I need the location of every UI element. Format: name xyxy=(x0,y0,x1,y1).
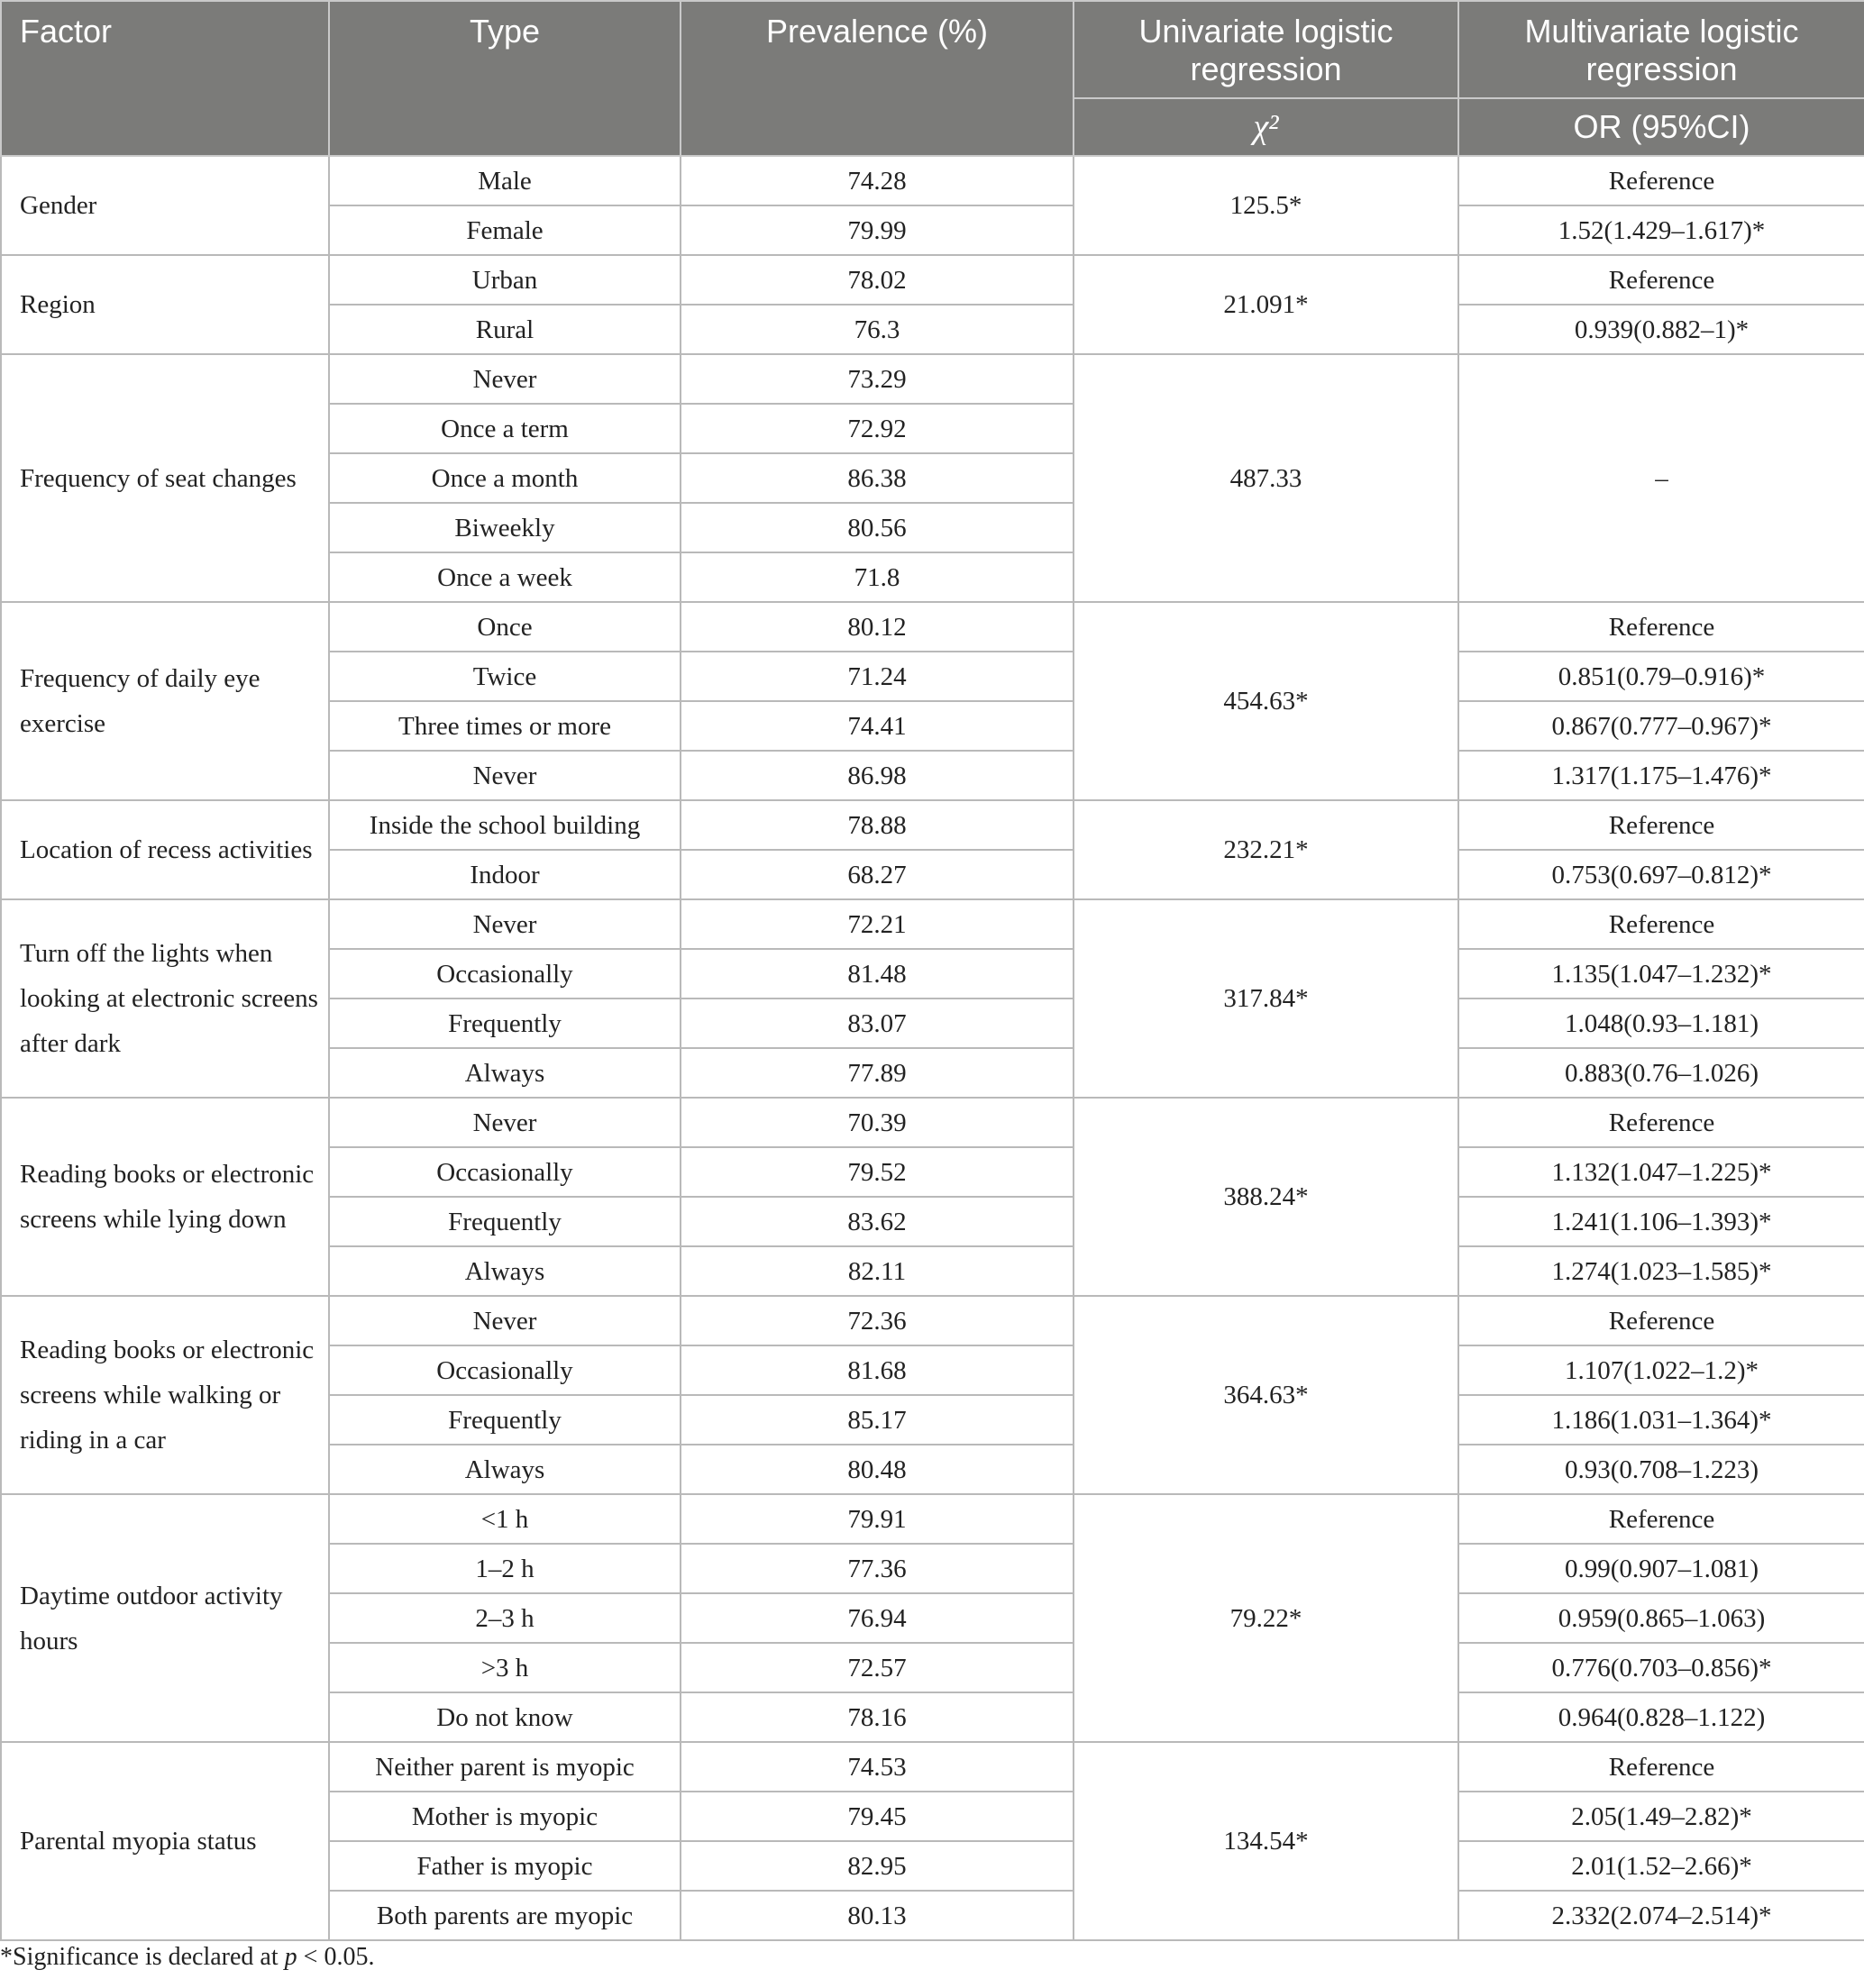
prevalence-cell: 72.36 xyxy=(681,1296,1074,1345)
prevalence-cell: 80.56 xyxy=(681,503,1074,552)
prevalence-cell: 80.48 xyxy=(681,1445,1074,1494)
odds-ratio-cell: 0.93(0.708–1.223) xyxy=(1458,1445,1864,1494)
prevalence-cell: 76.3 xyxy=(681,305,1074,354)
odds-ratio-cell: Reference xyxy=(1458,1494,1864,1544)
odds-ratio-cell: 0.753(0.697–0.812)* xyxy=(1458,850,1864,899)
type-cell: Always xyxy=(329,1445,681,1494)
odds-ratio-cell: 0.851(0.79–0.916)* xyxy=(1458,652,1864,701)
odds-ratio-cell: Reference xyxy=(1458,156,1864,205)
table-header xyxy=(1,1,1864,156)
prevalence-cell: 74.28 xyxy=(681,156,1074,205)
table-row xyxy=(1,1494,1864,1544)
prevalence-cell: 85.17 xyxy=(681,1395,1074,1445)
table-row xyxy=(1,899,1864,949)
chi-square-cell: 79.22* xyxy=(1074,1494,1458,1742)
prevalence-cell: 82.11 xyxy=(681,1246,1074,1296)
factor-cell: Gender xyxy=(1,156,329,255)
odds-ratio-cell: 1.186(1.031–1.364)* xyxy=(1458,1395,1864,1445)
type-cell: Once a month xyxy=(329,453,681,503)
prevalence-cell: 76.94 xyxy=(681,1593,1074,1643)
type-cell: Father is myopic xyxy=(329,1841,681,1891)
prevalence-cell: 74.53 xyxy=(681,1742,1074,1792)
odds-ratio-cell: Reference xyxy=(1458,255,1864,305)
type-cell: Never xyxy=(329,1098,681,1147)
prevalence-cell: 77.89 xyxy=(681,1048,1074,1098)
type-cell: Indoor xyxy=(329,850,681,899)
table-row xyxy=(1,602,1864,652)
prevalence-cell: 71.24 xyxy=(681,652,1074,701)
table-row xyxy=(1,1098,1864,1147)
prevalence-cell: 80.12 xyxy=(681,602,1074,652)
header-chi-square: χ² xyxy=(1074,98,1458,156)
odds-ratio-cell: Reference xyxy=(1458,800,1864,850)
type-cell: Frequently xyxy=(329,1395,681,1445)
odds-ratio-cell: 0.776(0.703–0.856)* xyxy=(1458,1643,1864,1692)
odds-ratio-cell: – xyxy=(1458,354,1864,602)
chi-square-cell: 232.21* xyxy=(1074,800,1458,899)
table-row xyxy=(1,156,1864,205)
table-row xyxy=(1,255,1864,305)
type-cell: Once a week xyxy=(329,552,681,602)
type-cell: Rural xyxy=(329,305,681,354)
header-type: Type xyxy=(329,1,681,156)
odds-ratio-cell: Reference xyxy=(1458,1296,1864,1345)
prevalence-cell: 86.38 xyxy=(681,453,1074,503)
header-prevalence: Prevalence (%) xyxy=(681,1,1074,156)
odds-ratio-cell: 0.883(0.76–1.026) xyxy=(1458,1048,1864,1098)
header-odds-ratio: OR (95%CI) xyxy=(1458,98,1864,156)
type-cell: Inside the school building xyxy=(329,800,681,850)
factor-cell: Region xyxy=(1,255,329,354)
odds-ratio-cell: 1.107(1.022–1.2)* xyxy=(1458,1345,1864,1395)
type-cell: Never xyxy=(329,1296,681,1345)
factor-cell: Daytime outdoor activity hours xyxy=(1,1494,329,1742)
odds-ratio-cell: 1.274(1.023–1.585)* xyxy=(1458,1246,1864,1296)
odds-ratio-cell: 0.867(0.777–0.967)* xyxy=(1458,701,1864,751)
prevalence-cell: 79.99 xyxy=(681,205,1074,255)
odds-ratio-cell: 2.332(2.074–2.514)* xyxy=(1458,1891,1864,1940)
prevalence-cell: 74.41 xyxy=(681,701,1074,751)
factor-cell: Parental myopia status xyxy=(1,1742,329,1940)
type-cell: Do not know xyxy=(329,1692,681,1742)
prevalence-cell: 80.13 xyxy=(681,1891,1074,1940)
prevalence-cell: 83.62 xyxy=(681,1197,1074,1246)
chi-square-cell: 317.84* xyxy=(1074,899,1458,1098)
prevalence-cell: 72.57 xyxy=(681,1643,1074,1692)
prevalence-cell: 78.02 xyxy=(681,255,1074,305)
odds-ratio-cell: 1.317(1.175–1.476)* xyxy=(1458,751,1864,800)
odds-ratio-cell: 0.99(0.907–1.081) xyxy=(1458,1544,1864,1593)
footnote-p: p xyxy=(284,1943,297,1971)
type-cell: Always xyxy=(329,1048,681,1098)
type-cell: Male xyxy=(329,156,681,205)
header-univariate: Univariate logistic regression xyxy=(1074,1,1458,98)
table-body xyxy=(1,156,1864,1940)
type-cell: Always xyxy=(329,1246,681,1296)
footnote-prefix: *Significance is declared at xyxy=(0,1943,285,1971)
factor-cell: Reading books or electronic screens while walking or riding in a car xyxy=(1,1296,329,1494)
table-row xyxy=(1,1742,1864,1792)
type-cell: <1 h xyxy=(329,1494,681,1544)
type-cell: Never xyxy=(329,751,681,800)
type-cell: 2–3 h xyxy=(329,1593,681,1643)
prevalence-cell: 72.21 xyxy=(681,899,1074,949)
prevalence-cell: 79.52 xyxy=(681,1147,1074,1197)
factor-cell: Location of recess activities xyxy=(1,800,329,899)
prevalence-cell: 82.95 xyxy=(681,1841,1074,1891)
factor-cell: Reading books or electronic screens while lying down xyxy=(1,1098,329,1296)
prevalence-cell: 78.16 xyxy=(681,1692,1074,1742)
type-cell: Urban xyxy=(329,255,681,305)
chi-square-cell: 487.33 xyxy=(1074,354,1458,602)
factor-cell: Frequency of daily eye exercise xyxy=(1,602,329,800)
type-cell: Never xyxy=(329,899,681,949)
footnote-suffix: < 0.05. xyxy=(297,1943,375,1971)
odds-ratio-cell: Reference xyxy=(1458,1742,1864,1792)
type-cell: Once a term xyxy=(329,404,681,453)
odds-ratio-cell: Reference xyxy=(1458,1098,1864,1147)
prevalence-cell: 81.68 xyxy=(681,1345,1074,1395)
type-cell: Both parents are myopic xyxy=(329,1891,681,1940)
chi-square-cell: 21.091* xyxy=(1074,255,1458,354)
type-cell: Never xyxy=(329,354,681,404)
type-cell: Occasionally xyxy=(329,949,681,999)
prevalence-cell: 79.45 xyxy=(681,1792,1074,1841)
footnote xyxy=(0,1943,374,1972)
odds-ratio-cell: 1.52(1.429–1.617)* xyxy=(1458,205,1864,255)
type-cell: Neither parent is myopic xyxy=(329,1742,681,1792)
table-row xyxy=(1,800,1864,850)
odds-ratio-cell: Reference xyxy=(1458,602,1864,652)
chi-square-cell: 454.63* xyxy=(1074,602,1458,800)
type-cell: >3 h xyxy=(329,1643,681,1692)
prevalence-cell: 71.8 xyxy=(681,552,1074,602)
type-cell: Female xyxy=(329,205,681,255)
table-row xyxy=(1,1296,1864,1345)
chi-square-cell: 388.24* xyxy=(1074,1098,1458,1296)
prevalence-cell: 68.27 xyxy=(681,850,1074,899)
odds-ratio-cell: 1.048(0.93–1.181) xyxy=(1458,999,1864,1048)
factor-cell: Turn off the lights when looking at electronic screens after dark xyxy=(1,899,329,1098)
odds-ratio-cell: 0.959(0.865–1.063) xyxy=(1458,1593,1864,1643)
table-row xyxy=(1,354,1864,404)
factor-cell: Frequency of seat changes xyxy=(1,354,329,602)
prevalence-cell: 81.48 xyxy=(681,949,1074,999)
header-multivariate: Multivariate logistic regression xyxy=(1458,1,1864,98)
type-cell: Biweekly xyxy=(329,503,681,552)
odds-ratio-cell: 0.939(0.882–1)* xyxy=(1458,305,1864,354)
odds-ratio-cell: 1.135(1.047–1.232)* xyxy=(1458,949,1864,999)
odds-ratio-cell: 2.05(1.49–2.82)* xyxy=(1458,1792,1864,1841)
type-cell: Mother is myopic xyxy=(329,1792,681,1841)
odds-ratio-cell: 0.964(0.828–1.122) xyxy=(1458,1692,1864,1742)
odds-ratio-cell: 1.132(1.047–1.225)* xyxy=(1458,1147,1864,1197)
prevalence-cell: 86.98 xyxy=(681,751,1074,800)
prevalence-cell: 72.92 xyxy=(681,404,1074,453)
prevalence-cell: 77.36 xyxy=(681,1544,1074,1593)
type-cell: Three times or more xyxy=(329,701,681,751)
prevalence-cell: 78.88 xyxy=(681,800,1074,850)
type-cell: 1–2 h xyxy=(329,1544,681,1593)
chi-square-cell: 134.54* xyxy=(1074,1742,1458,1940)
prevalence-cell: 73.29 xyxy=(681,354,1074,404)
type-cell: Twice xyxy=(329,652,681,701)
type-cell: Occasionally xyxy=(329,1345,681,1395)
prevalence-cell: 79.91 xyxy=(681,1494,1074,1544)
odds-ratio-cell: 1.241(1.106–1.393)* xyxy=(1458,1197,1864,1246)
prevalence-cell: 70.39 xyxy=(681,1098,1074,1147)
odds-ratio-cell: Reference xyxy=(1458,899,1864,949)
prevalence-cell: 83.07 xyxy=(681,999,1074,1048)
type-cell: Once xyxy=(329,602,681,652)
header-factor: Factor xyxy=(1,1,329,156)
type-cell: Frequently xyxy=(329,999,681,1048)
chi-square-cell: 364.63* xyxy=(1074,1296,1458,1494)
type-cell: Frequently xyxy=(329,1197,681,1246)
chi-square-cell: 125.5* xyxy=(1074,156,1458,255)
type-cell: Occasionally xyxy=(329,1147,681,1197)
odds-ratio-cell: 2.01(1.52–2.66)* xyxy=(1458,1841,1864,1891)
